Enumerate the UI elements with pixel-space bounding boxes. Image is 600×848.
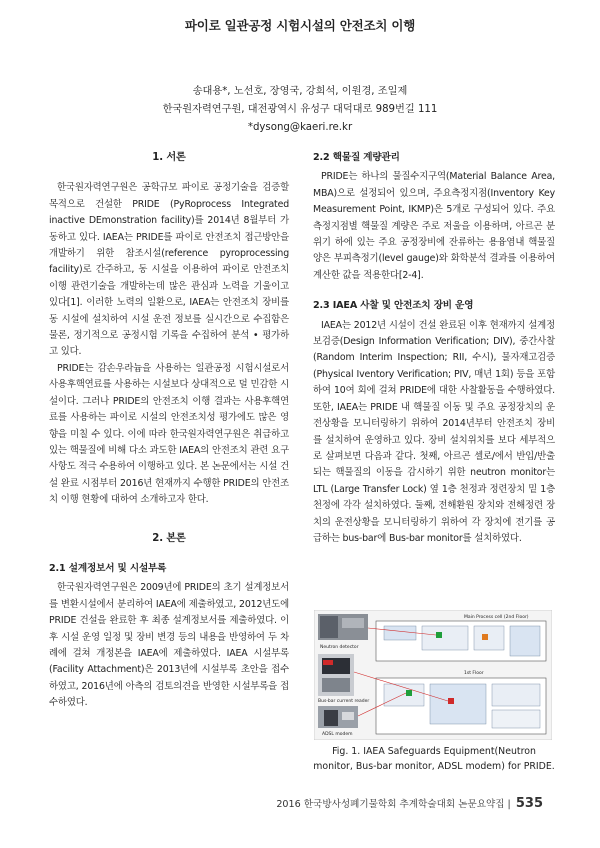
- subsection-2-2-paragraph: PRIDE는 하나의 물질수지구역(Material Balance Area, MBA)으로 설정되어 있으며, 주요측정지점(Inventory Key Measurement Point, IKMP)은 5개로 구성되어 있다. 주요측정지점별 핵물질 계량은 주로 저울을 이용하며, 아르곤 분위기 하에 있는 주요 공정장비에 잔류하는 용융염내 핵물질 양은 부피측정기(level gauge)와 화학분석 결과를 이용하여 계산한 값을 적용한다[2-4].: [313, 171, 555, 281]
- paper-title: 파이로 일관공정 시험시설의 안전조치 이행: [184, 18, 416, 33]
- subsection-2-1-title: 2.1 설계정보서 및 시설부록: [49, 562, 167, 574]
- subsection-2-3-title: 2.3 IAEA 사찰 및 안전조치 장비 운영: [313, 300, 474, 312]
- section-introduction-title: 1. 서론: [152, 152, 186, 163]
- figure-safeguards-equipment: [314, 610, 552, 740]
- left-column: [49, 150, 289, 712]
- subsection-2-1-paragraph: 한국원자력연구원은 2009년에 PRIDE의 초기 설계정보서를 변환시설에서 분리하여 IAEA에 제출하였고, 2012년도에 PRIDE 건설을 완료한 후 최종 설계정보서를 제출하였다. 이후 시설 운영 일정 및 장비 변경 등의 내용을 반영하여 두 차례에 걸쳐 개정본을 IAEA에 제출하였다. IAEA 시설부록(Facility Attachment)은 2013년에 시설부록 초안을 접수하였고, 2016년에 아측의 검토의견을 반영한 시설부록을 접수하였다.: [49, 582, 289, 709]
- author-list: 송대용*, 노선호, 장영국, 강희석, 이원경, 조일제: [192, 86, 408, 97]
- email: *dysong@kaeri.re.kr: [247, 122, 353, 133]
- figure-label-first-floor: 1st Floor: [464, 671, 484, 676]
- figure-label-neutron: Neutron detector: [320, 645, 359, 650]
- page-number: 535: [515, 796, 543, 811]
- figure-label-busbar: Bus-bar current reader: [318, 699, 370, 704]
- right-column: [313, 150, 555, 547]
- figure-label-adsl: ADSL modem: [322, 732, 353, 737]
- intro-paragraph-1: 한국원자력연구원은 공학규모 파이로 공정기술을 검증할 목적으로 건설한 PRIDE (PyRoprocess Integrated inactive DEmonstration facility)를 2014년 8월부터 가동하고 있다. IAEA는 PRIDE를 파이로 안전조치 접근방안을 개발하기 위한 참조시설(reference pyroprocessing facility)로 간주하고, 동 시설을 이용하여 파이로 안전조치 이행 관련기술을 개발하는데 많은 관심과 노력을 기울이고 있다[1]. 이러한 노력의 일환으로, IAEA는 안전조치 장비를 동 시설에 설치하여 시설 운전 정보를 실시간으로 수집함은 물론, 정기적으로 공정시험 기록을 수집하여 분석 • 평가하고 있다.: [49, 182, 289, 358]
- affiliation: 한국원자력연구원, 대전광역시 유성구 대덕대로 989번길 111: [162, 104, 438, 115]
- figure-caption: Fig. 1. IAEA Safeguards Equipment(Neutron monitor, Bus-bar monitor, ADSL modem) for PRIDE.: [313, 746, 555, 772]
- section-body-title: 2. 본론: [152, 532, 186, 544]
- footer-text: 2016 한국방사성폐기물학회 추계학술대회 논문요약집 |: [276, 799, 511, 810]
- subsection-2-2-title: 2.2 핵물질 계량관리: [313, 152, 400, 163]
- equipment-figure-image: [314, 610, 552, 740]
- intro-paragraph-2: PRIDE는 감손우라늄을 사용하는 일관공정 시험시설로서 사용후핵연료를 사용하는 시설보다 상대적으로 덜 민감한 시설이다. 그러나 PRIDE의 안전조치 이행 결과는 사용후핵연료를 사용하는 파이로 시설의 안전조치성 평가에도 많은 영향을 미칠 수 있다. 이에 따라 한국원자력연구원은 취급하고 있는 핵물질에 비해 다소 과도한 IAEA의 안전조치 관련 요구사항도 적극 수용하여 이행하고 있다. 본 논문에서는 시설 건설 완료 시점부터 2016년 현재까지 수행한 PRIDE의 안전조치 이행 현황에 대하여 소개하고자 한다.: [49, 362, 289, 506]
- subsection-2-3-paragraph: IAEA는 2012년 시설이 건설 완료된 이후 현재까지 설계정보검증(Design Information Verification; DIV), 중간사찰(Random Interim Inspection; RII, 수시), 물자재고검증(Physical Iventory Verification; PIV, 매년 1회) 등을 포함하여 10여 회에 걸쳐 PRIDE에 대한 사찰활동을 수행하였다. 또한, IAEA는 PRIDE 내 핵물질 이동 및 주요 공정장치의 운전상황을 모니터링하기 위하여 2014년부터 안전조치 장비를 설치하여 운영하고 있다. 장비 설치위치를 보다 세부적으로 살펴보면 다음과 같다. 첫째, 아르곤 셀로/에서 반입/반출되는 핵물질의 이동을 감시하기 위한 neutron monitor는 LTL (Large Transfer Lock) 옆 1층 천정과 정련장치 밑 1층 천정에 각각 설치하였다. 둘째, 전해환원 장치와 전해정련 장치의 운전상황을 모니터링하기 위하여 각 장치에 전기를 공급하는 bus-bar에 Bus-bar monitor를 설치하였다.: [313, 319, 555, 544]
- page-footer: [276, 796, 543, 811]
- figure-label-main-cell: Main Process cell (2nd Floor): [464, 615, 529, 620]
- author-block: [0, 83, 600, 137]
